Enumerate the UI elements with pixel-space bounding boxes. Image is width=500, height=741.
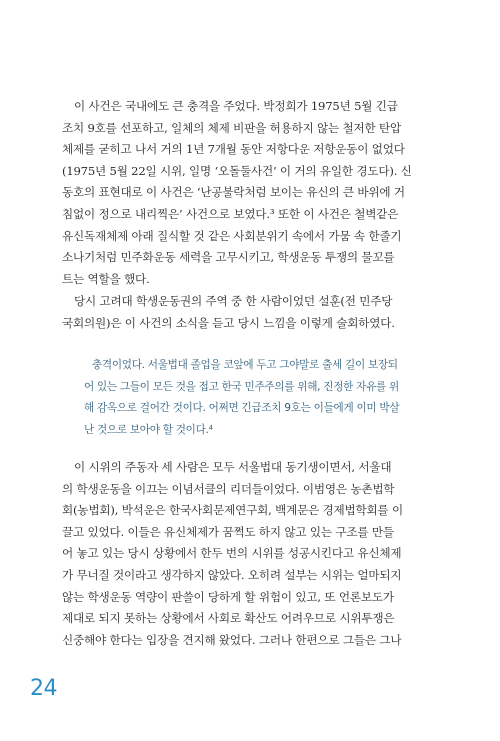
- page-number: 24: [30, 676, 57, 701]
- text-line: 동호의 표현대로 이 사건은 ‘난공불락처럼 보이는 유신의 큰 바위에 거: [62, 185, 405, 200]
- text-line: 끌고 있었다. 이들은 유신체제가 꿈쩍도 하지 않고 있는 구조를 만들: [62, 524, 394, 539]
- text-line: 조치 9호를 선포하고, 일체의 체제 비판을 허용하지 않는 철저한 탄압: [62, 120, 402, 135]
- text-line: 국회의원)은 이 사건의 소식을 듣고 당시 느낌을 이렇게 술회하였다.: [62, 315, 395, 330]
- quote-line: 난 것으로 보아야 할 것이다.⁴: [84, 423, 213, 436]
- text-line: 회(농법회), 박석운은 한국사회문제연구회, 백계문은 경제법학회를 이: [62, 503, 404, 518]
- text-line: 유신독재체제 아래 질식할 것 같은 사회분위기 속에서 가뭄 속 한줄기: [62, 228, 402, 243]
- text-line: (1975년 5월 22일 시위, 일명 ‘오돌둘사건’ 이 거의 유일한 경도다). 신: [62, 163, 412, 178]
- text-line: 어 놓고 있는 당시 상황에서 한두 번의 시위를 성공시킨다고 유신체제: [62, 546, 402, 561]
- body-paragraph-2: [62, 291, 436, 334]
- quote-line: 해 감옥으로 걸어간 것이다. 어쩌면 긴급조치 9호는 이들에게 이미 박살: [84, 402, 400, 414]
- text-line: 의 학생운동을 이끄는 이념서클의 리더들이었다. 이범영은 농촌법학: [62, 481, 395, 496]
- text-line: 이 시위의 주동자 세 사람은 모두 서울법대 동기생이면서, 서울대: [74, 460, 392, 474]
- quote-line: 어 있는 그들이 모든 것을 접고 한국 민주주의를 위해, 진정한 자유를 위: [84, 380, 399, 393]
- text-line: 이 사건은 국내에도 큰 충격을 주었다. 박정희가 1975년 5월 긴급: [74, 99, 398, 113]
- text-line: 체제를 굳히고 나서 거의 1년 7개월 동안 저항다운 저항운동이 없었다: [62, 142, 405, 157]
- text-line: 않는 학생운동 역량이 판쓸이 당하게 할 위험이 있고, 또 언론보도가: [62, 589, 394, 604]
- text-line: 소나기처럼 민주화운동 세력을 고무시키고, 학생운동 투쟁의 물꼬를: [62, 250, 395, 265]
- text-line: 트는 역할을 했다.: [62, 271, 150, 286]
- text-line: 당시 고려대 학생운동권의 주역 중 한 사람이었던 설훈(전 민주당: [74, 294, 393, 308]
- quote-line: 충격이었다. 서울법대 졸업을 코앞에 두고 그야말로 출세 길이 보장되: [92, 359, 398, 371]
- text-line: 침없이 정으로 내리찍은’ 사건으로 보였다.³ 또한 이 사건은 철벽같은: [62, 206, 399, 221]
- text-line: 제대로 되지 못하는 상황에서 사회로 확산도 어려우므로 시위투쟁은: [62, 611, 395, 626]
- text-line: 신중해야 한다는 입장을 견지해 왔었다. 그러나 한편으로 그들은 그나: [62, 632, 402, 647]
- text-line: 가 무너질 것이라고 생각하지 않았다. 오히려 설부는 시위는 얼마되지: [62, 567, 402, 582]
- body-paragraph-3: [62, 457, 436, 651]
- body-paragraph-1: [62, 96, 436, 290]
- block-quote: [84, 355, 432, 441]
